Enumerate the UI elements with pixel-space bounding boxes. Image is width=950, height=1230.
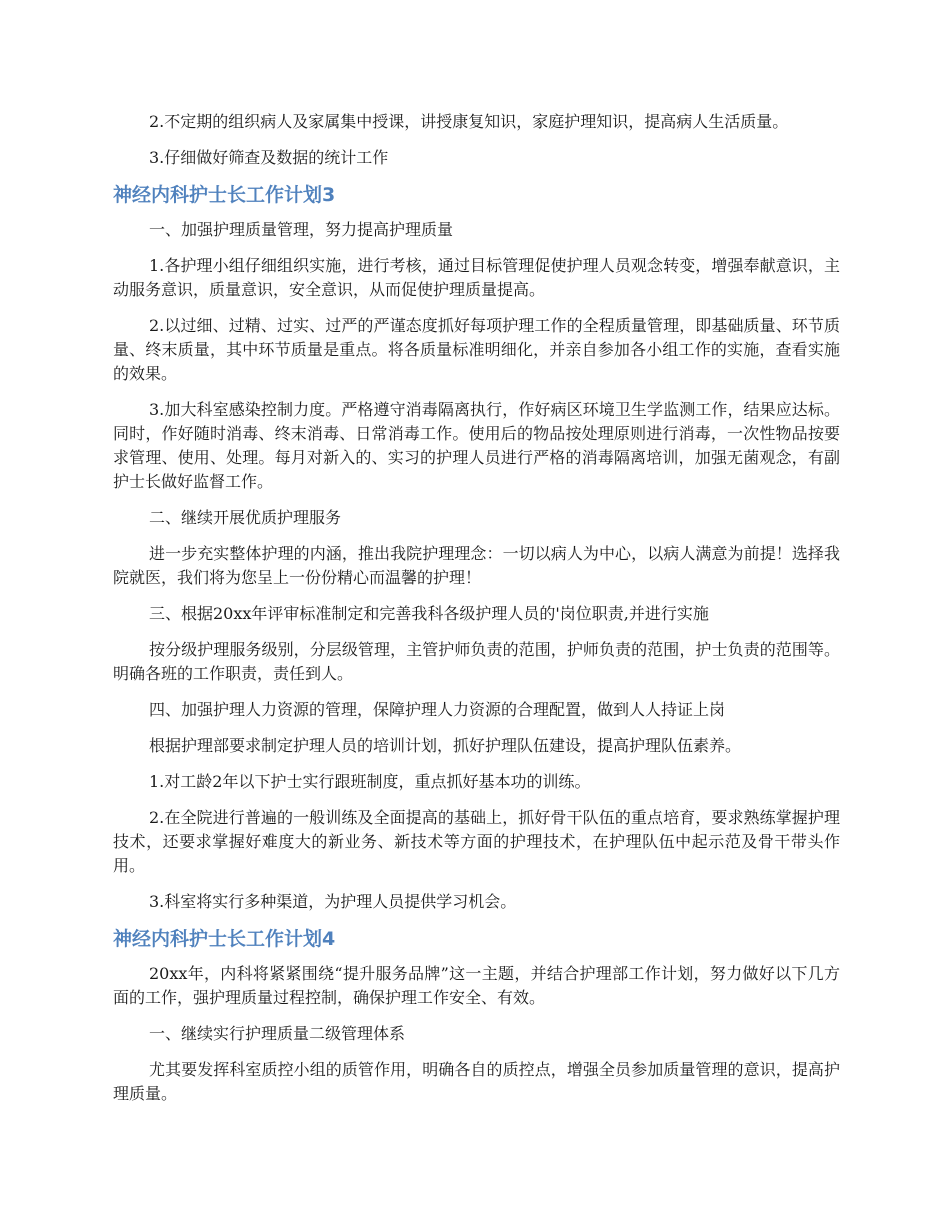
paragraph: 20xx年，内科将紧紧围绕“提升服务品牌”这一主题，并结合护理部工作计划，努力做好以下几方面的工作，强护理质量过程控制，确保护理工作安全、有效。 [113, 964, 840, 1007]
paragraph: 四、加强护理人力资源的管理，保障护理人力资源的合理配置，做到人人持证上岗 [149, 700, 726, 719]
paragraph: 尤其要发挥科室质控小组的质管作用，明确各自的质控点，增强全员参加质量管理的意识，提高护理质量。 [113, 1060, 840, 1103]
paragraph: 二、继续开展优质护理服务 [149, 508, 342, 527]
paragraph: 2.在全院进行普遍的一般训练及全面提高的基础上，抓好骨干队伍的重点培育，要求熟练掌握护理技术，还要求掌握好难度大的新业务、新技术等方面的护理技术，在护理队伍中起示范及骨干带头作用。 [113, 808, 840, 875]
paragraph: 三、根据20xx年评审标准制定和完善我科各级护理人员的'岗位职责,并进行实施 [149, 604, 709, 623]
paragraph: 3.加大科室感染控制力度。严格遵守消毒隔离执行，作好病区环境卫生学监测工作，结果应达标。同时，作好随时消毒、终末消毒、日常消毒工作。使用后的物品按处理原则进行消毒，一次性物品按要求管理、使用、处理。每月对新入的、实习的护理人员进行严格的消毒隔离培训，加强无菌观念，有副护士长做好监督工作。 [113, 400, 840, 491]
paragraph: 3.科室将实行多种渠道，为护理人员提供学习机会。 [149, 892, 517, 911]
section-heading: 神经内科护士长工作计划3 [113, 184, 336, 206]
section-heading: 神经内科护士长工作计划4 [113, 928, 336, 950]
paragraph: 一、继续实行护理质量二级管理体系 [149, 1024, 406, 1043]
paragraph: 1.对工龄2年以下护士实行跟班制度，重点抓好基本功的训练。 [149, 772, 591, 791]
paragraph: 按分级护理服务级别，分层级管理，主管护师负责的范围，护师负责的范围，护士负责的范围等。明确各班的工作职责，责任到人。 [113, 640, 840, 683]
paragraph: 根据护理部要求制定护理人员的培训计划，抓好护理队伍建设，提高护理队伍素养。 [149, 736, 742, 755]
document-page [113, 110, 840, 1118]
paragraph: 1.各护理小组仔细组织实施，进行考核，通过目标管理促使护理人员观念转变，增强奉献意识，主动服务意识，质量意识，安全意识，从而促使护理质量提高。 [113, 256, 840, 299]
paragraph: 2.以过细、过精、过实、过严的严谨态度抓好每项护理工作的全程质量管理，即基础质量、环节质量、终末质量，其中环节质量是重点。将各质量标准明细化，并亲自参加各小组工作的实施，查看实施的效果。 [113, 316, 840, 383]
paragraph: 一、加强护理质量管理，努力提高护理质量 [149, 220, 454, 239]
paragraph: 2.不定期的组织病人及家属集中授课，讲授康复知识，家庭护理知识，提高病人生活质量。 [149, 112, 789, 131]
paragraph: 3.仔细做好筛查及数据的统计工作 [149, 148, 389, 167]
paragraph: 进一步充实整体护理的内涵，推出我院护理理念：一切以病人为中心，以病人满意为前提！选择我院就医，我们将为您呈上一份份精心而温馨的护理！ [113, 544, 840, 587]
